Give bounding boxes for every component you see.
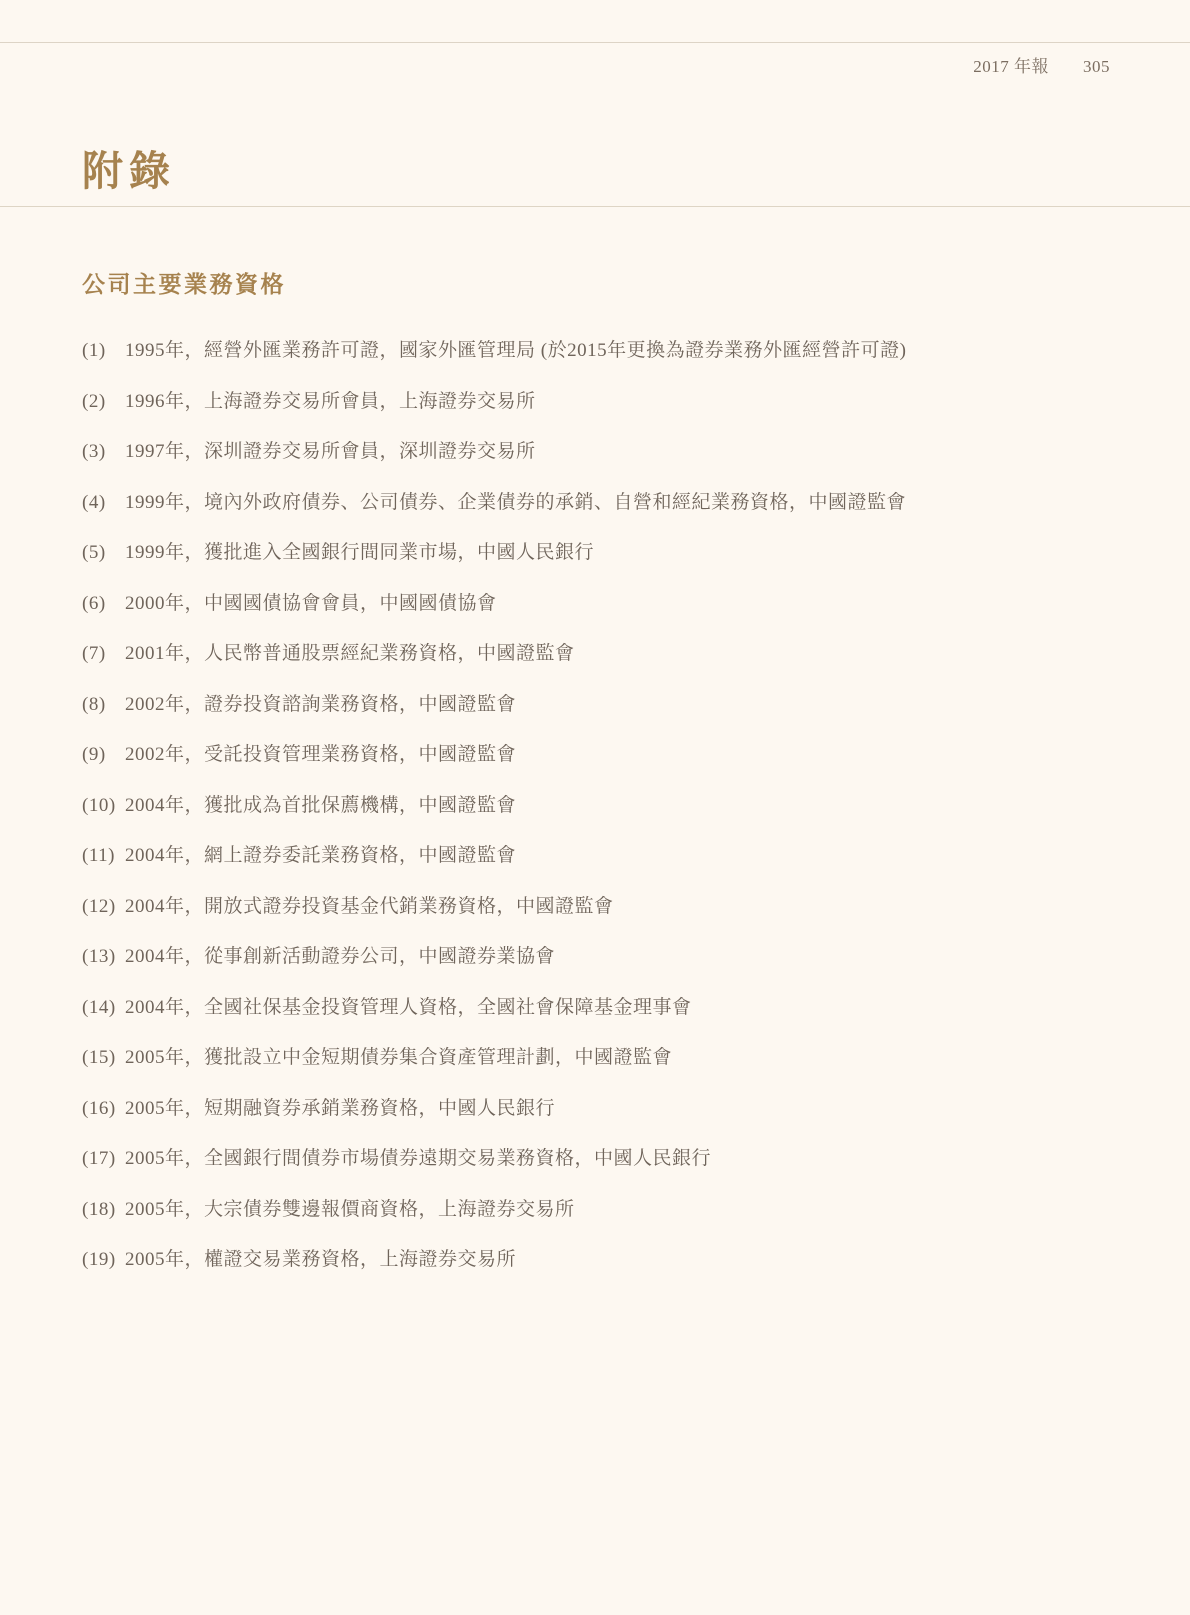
list-item-number: (12) bbox=[82, 895, 116, 917]
list-item-text: 2004年，網上證券委託業務資格，中國證監會 bbox=[125, 845, 517, 866]
list-item-number: (6) bbox=[82, 592, 106, 614]
list-item bbox=[82, 389, 1112, 415]
list-item-number: (16) bbox=[82, 1097, 116, 1119]
qualification-list bbox=[82, 338, 1112, 1298]
list-item-text: 1996年，上海證券交易所會員，上海證券交易所 bbox=[125, 390, 536, 412]
list-item-number: (9) bbox=[82, 744, 106, 765]
list-item-text: 1997年，深圳證券交易所會員，深圳證券交易所 bbox=[125, 441, 536, 462]
list-item-text: 2004年，全國社保基金投資管理人資格，全國社會保障基金理事會 bbox=[125, 996, 692, 1018]
top-divider bbox=[0, 42, 1190, 43]
list-item-text: 2002年，受託投資管理業務資格，中國證監會 bbox=[125, 744, 517, 765]
list-item bbox=[82, 894, 1112, 920]
list-item-number: (1) bbox=[82, 340, 106, 361]
page-title: 附錄 bbox=[82, 148, 176, 194]
list-item-number: (4) bbox=[82, 491, 106, 513]
list-item-text: 2005年，獲批設立中金短期債券集合資產管理計劃，中國證監會 bbox=[125, 1047, 673, 1068]
list-item-text: 1999年，獲批進入全國銀行間同業市場，中國人民銀行 bbox=[125, 542, 595, 563]
section-heading: 公司主要業務資格 bbox=[82, 272, 286, 297]
list-item bbox=[82, 793, 1112, 819]
list-item-text: 2005年，大宗債券雙邊報價商資格，上海證券交易所 bbox=[125, 1198, 575, 1220]
list-item-text: 1995年，經營外匯業務許可證，國家外匯管理局 (於2015年更換為證券業務外匯經營許可證) bbox=[125, 340, 907, 361]
list-item-text: 2001年，人民幣普通股票經紀業務資格，中國證監會 bbox=[125, 643, 575, 664]
list-item bbox=[82, 995, 1112, 1021]
list-item-text: 2005年，全國銀行間債券市場債券遠期交易業務資格，中國人民銀行 bbox=[125, 1148, 712, 1169]
list-item-text: 2002年，證券投資諮詢業務資格，中國證監會 bbox=[125, 693, 517, 715]
list-item-text: 2005年，權證交易業務資格，上海證券交易所 bbox=[125, 1249, 517, 1270]
page-header bbox=[973, 52, 1110, 77]
list-item bbox=[82, 742, 1112, 768]
list-item bbox=[82, 641, 1112, 667]
list-item-text: 2000年，中國國債協會會員，中國國債協會 bbox=[125, 592, 497, 614]
report-title: 2017 年報 bbox=[973, 57, 1049, 76]
list-item-number: (7) bbox=[82, 643, 106, 664]
list-item bbox=[82, 439, 1112, 465]
title-divider bbox=[0, 206, 1190, 207]
list-item-number: (2) bbox=[82, 390, 106, 412]
list-item-number: (5) bbox=[82, 542, 106, 563]
list-item bbox=[82, 1045, 1112, 1071]
list-item bbox=[82, 338, 1112, 364]
list-item bbox=[82, 490, 1112, 516]
list-item-number: (8) bbox=[82, 693, 106, 715]
list-item-text: 2004年，從事創新活動證券公司，中國證券業協會 bbox=[125, 946, 556, 967]
list-item-text: 2004年，獲批成為首批保薦機構，中國證監會 bbox=[125, 794, 517, 816]
list-item bbox=[82, 843, 1112, 869]
list-item-text: 1999年，境內外政府債券、公司債券、企業債券的承銷、自營和經紀業務資格，中國證監會 bbox=[125, 491, 907, 513]
list-item bbox=[82, 1197, 1112, 1223]
list-item bbox=[82, 1247, 1112, 1273]
list-item-number: (19) bbox=[82, 1249, 116, 1270]
list-item-number: (15) bbox=[82, 1047, 116, 1068]
list-item-number: (17) bbox=[82, 1148, 116, 1169]
list-item-number: (18) bbox=[82, 1198, 116, 1220]
list-item-text: 2004年，開放式證券投資基金代銷業務資格，中國證監會 bbox=[125, 895, 614, 917]
list-item bbox=[82, 944, 1112, 970]
list-item-number: (10) bbox=[82, 794, 116, 816]
list-item-number: (11) bbox=[82, 845, 115, 866]
list-item bbox=[82, 692, 1112, 718]
list-item-number: (14) bbox=[82, 996, 116, 1018]
list-item bbox=[82, 540, 1112, 566]
list-item bbox=[82, 591, 1112, 617]
list-item-text: 2005年，短期融資券承銷業務資格，中國人民銀行 bbox=[125, 1097, 556, 1119]
list-item-number: (13) bbox=[82, 946, 116, 967]
page-number: 305 bbox=[1083, 57, 1110, 76]
list-item-number: (3) bbox=[82, 441, 106, 462]
list-item bbox=[82, 1146, 1112, 1172]
list-item bbox=[82, 1096, 1112, 1122]
